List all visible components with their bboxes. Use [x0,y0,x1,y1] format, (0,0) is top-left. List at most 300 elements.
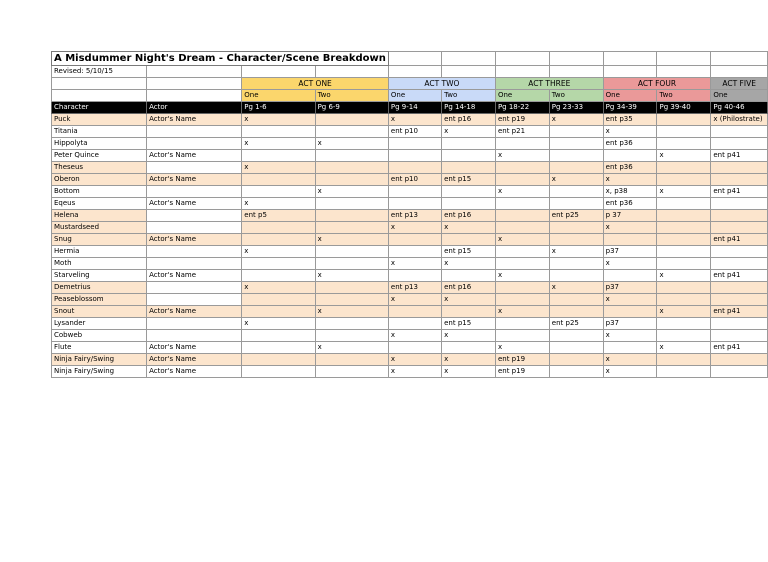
actor-name: Actor's Name [147,114,242,126]
scene-cell: x [603,330,657,342]
table-row [52,318,768,330]
scene-cell [657,162,711,174]
act-two-header: ACT TWO [388,78,495,90]
character-name: Demetrius [52,282,147,294]
scene-cell: x [315,306,388,318]
empty-cell [549,66,603,78]
table-row [52,342,768,354]
scene-cell [711,162,768,174]
scene-cell [657,294,711,306]
page-range-header: Pg 40-46 [711,102,768,114]
scene-cell [442,234,496,246]
scene-cell: x [657,306,711,318]
scene-cell: p37 [603,282,657,294]
scene-cell: x [603,294,657,306]
scene-cell [242,222,315,234]
actor-name: Actor's Name [147,366,242,378]
scene-cell: x [603,222,657,234]
scene-cell [315,114,388,126]
scene-cell: x [315,234,388,246]
table-row [52,210,768,222]
empty-cell [657,52,711,66]
table-row [52,330,768,342]
scene-cell [495,258,549,270]
scene-cell: x [442,366,496,378]
actor-name: Actor's Name [147,306,242,318]
actor-name: Actor's Name [147,198,242,210]
scene-cell [242,270,315,282]
scene-cell: ent p36 [603,138,657,150]
scene-cell [388,342,441,354]
scene-cell [315,174,388,186]
scene-cell: ent p16 [442,210,496,222]
scene-label: One [603,90,657,102]
scene-cell [711,138,768,150]
character-name: Peter Quince [52,150,147,162]
scene-cell [549,150,603,162]
scene-cell: ent p41 [711,342,768,354]
scene-cell [315,162,388,174]
scene-cell [442,198,496,210]
character-name: Titania [52,126,147,138]
empty-cell [603,66,657,78]
scene-cell [657,354,711,366]
scene-label: Two [442,90,496,102]
character-column-header: Character [52,102,147,114]
scene-cell [242,366,315,378]
actor-name: Actor's Name [147,342,242,354]
scene-cell [315,366,388,378]
scene-cell [549,366,603,378]
empty-cell [242,66,315,78]
scene-cell [657,126,711,138]
scene-cell [711,198,768,210]
scene-cell: ent p36 [603,198,657,210]
table-row [52,270,768,282]
scene-cell [495,282,549,294]
character-name: Starveling [52,270,147,282]
character-name: Hippolyta [52,138,147,150]
scene-cell [711,318,768,330]
sheet-title: A Misdummer Night's Dream - Character/Scene Breakdown [52,52,389,66]
actor-name [147,186,242,198]
scene-cell [603,306,657,318]
scene-cell [549,126,603,138]
character-name: Helena [52,210,147,222]
table-row [52,150,768,162]
scene-cell: x [603,126,657,138]
character-name: Moth [52,258,147,270]
scene-cell [549,138,603,150]
scene-cell: ent p41 [711,186,768,198]
character-name: Lysander [52,318,147,330]
act-five-header: ACT FIVE [711,78,768,90]
scene-cell [711,354,768,366]
scene-cell [657,258,711,270]
scene-cell: x [242,198,315,210]
scene-cell: ent p19 [495,354,549,366]
title-row [52,52,768,66]
page-range-header: Pg 9-14 [388,102,441,114]
actor-column-header: Actor [147,102,242,114]
scene-cell: p 37 [603,210,657,222]
scene-cell [315,282,388,294]
scene-cell: ent p19 [495,366,549,378]
empty-cell [711,52,768,66]
scene-cell [242,294,315,306]
scene-cell [388,246,441,258]
table-row [52,162,768,174]
scene-cell [549,330,603,342]
character-name: Peaseblossom [52,294,147,306]
scene-cell [315,318,388,330]
scene-cell [549,306,603,318]
scene-cell: ent p15 [442,246,496,258]
scene-cell: p37 [603,318,657,330]
table-row [52,258,768,270]
scene-label: Two [657,90,711,102]
scene-cell [442,150,496,162]
scene-cell [657,174,711,186]
scene-cell: x [315,138,388,150]
scene-cell [242,306,315,318]
page-range-header: Pg 18-22 [495,102,549,114]
table-row [52,114,768,126]
empty-cell [388,52,441,66]
scene-cell [495,318,549,330]
page-range-header: Pg 14-18 [442,102,496,114]
scene-cell [711,258,768,270]
character-name: Hermia [52,246,147,258]
table-row [52,366,768,378]
scene-cell: x [549,282,603,294]
scene-cell: x [657,186,711,198]
actor-name [147,330,242,342]
scene-cell: x [388,354,441,366]
empty-cell [495,52,549,66]
scene-cell [495,174,549,186]
scene-cell [315,258,388,270]
scene-cell: x [442,330,496,342]
column-header-row [52,102,768,114]
scene-cell: x [603,366,657,378]
scene-cell [657,234,711,246]
actor-name [147,162,242,174]
actor-name [147,138,242,150]
scene-cell [442,270,496,282]
table-row [52,246,768,258]
page-range-header: Pg 39-40 [657,102,711,114]
empty-cell [147,90,242,102]
scene-cell [603,234,657,246]
actor-name [147,282,242,294]
scene-cell: x [495,270,549,282]
act-three-header: ACT THREE [495,78,603,90]
scene-cell [242,186,315,198]
table-row [52,354,768,366]
scene-cell: ent p41 [711,234,768,246]
scene-cell [442,186,496,198]
scene-cell: x [242,114,315,126]
scene-cell: x [242,162,315,174]
scene-cell [711,294,768,306]
scene-cell [495,138,549,150]
table-row [52,282,768,294]
scene-cell: ent p10 [388,174,441,186]
empty-cell [711,66,768,78]
actor-name: Actor's Name [147,234,242,246]
scene-cell [657,222,711,234]
scene-cell [242,174,315,186]
page-range-header: Pg 34-39 [603,102,657,114]
scene-label: One [495,90,549,102]
character-name: Theseus [52,162,147,174]
table-row [52,198,768,210]
scene-cell [657,330,711,342]
scene-cell [242,330,315,342]
empty-cell [442,52,496,66]
scene-cell: ent p41 [711,306,768,318]
scene-cell [242,150,315,162]
actor-name [147,318,242,330]
scene-cell: x [388,114,441,126]
scene-cell [388,150,441,162]
scene-cell [657,114,711,126]
scene-cell: x [442,222,496,234]
scene-cell: x [657,270,711,282]
scene-label: One [388,90,441,102]
scene-cell [442,162,496,174]
scene-cell [495,246,549,258]
scene-cell [603,342,657,354]
scene-cell: ent p21 [495,126,549,138]
character-name: Ninja Fairy/Swing [52,354,147,366]
scene-cell: x [388,366,441,378]
scene-cell [603,270,657,282]
character-name: Puck [52,114,147,126]
scene-cell: ent p16 [442,282,496,294]
actor-name: Actor's Name [147,354,242,366]
scene-cell: x [549,114,603,126]
empty-cell [442,66,496,78]
scene-cell [388,198,441,210]
scene-cell [315,330,388,342]
character-name: Flute [52,342,147,354]
scene-cell: x [549,174,603,186]
actor-name [147,294,242,306]
scene-cell [657,138,711,150]
scene-cell: ent p5 [242,210,315,222]
scene-cell: x [442,258,496,270]
scene-cell [711,330,768,342]
scene-cell: ent p15 [442,318,496,330]
scene-cell: x [315,186,388,198]
scene-cell: x [388,294,441,306]
scene-cell [315,150,388,162]
scene-cell: x [442,294,496,306]
scene-cell [315,198,388,210]
empty-cell [549,52,603,66]
empty-cell [52,90,147,102]
actor-name [147,222,242,234]
scene-cell [711,174,768,186]
scene-cell: ent p19 [495,114,549,126]
scene-cell: x [549,246,603,258]
scene-cell [315,210,388,222]
character-name: Mustardseed [52,222,147,234]
scene-cell: x [657,342,711,354]
scene-cell [242,354,315,366]
empty-cell [495,66,549,78]
character-name: Cobweb [52,330,147,342]
actor-name [147,210,242,222]
scene-cell [711,366,768,378]
scene-cell: x [603,258,657,270]
scene-cell [549,294,603,306]
scene-row [52,90,768,102]
scene-cell [549,354,603,366]
scene-cell [657,210,711,222]
scene-cell: x [388,330,441,342]
actor-name [147,126,242,138]
scene-cell: x [495,234,549,246]
empty-cell [52,78,147,90]
scene-cell [315,246,388,258]
scene-cell [315,222,388,234]
scene-cell: ent p16 [442,114,496,126]
scene-cell [495,198,549,210]
scene-cell [711,210,768,222]
scene-cell: ent p41 [711,270,768,282]
scene-label: One [242,90,315,102]
scene-cell [388,138,441,150]
scene-cell: x, p38 [603,186,657,198]
act-one-header: ACT ONE [242,78,389,90]
scene-cell [603,150,657,162]
actor-name [147,246,242,258]
scene-cell: ent p41 [711,150,768,162]
empty-cell [147,66,242,78]
scene-cell: ent p35 [603,114,657,126]
empty-cell [388,66,441,78]
scene-cell [657,198,711,210]
scene-cell [388,306,441,318]
character-name: Oberon [52,174,147,186]
scene-cell [549,342,603,354]
character-name: Snout [52,306,147,318]
scene-label: One [711,90,768,102]
scene-cell: x [495,186,549,198]
actor-name [147,258,242,270]
act-row [52,78,768,90]
scene-cell [549,234,603,246]
scene-cell [495,210,549,222]
scene-cell [657,246,711,258]
character-name: Snug [52,234,147,246]
scene-cell [442,306,496,318]
character-name: Bottom [52,186,147,198]
scene-cell [495,330,549,342]
scene-cell [315,354,388,366]
act-four-header: ACT FOUR [603,78,711,90]
table-row [52,138,768,150]
scene-cell: x [442,126,496,138]
scene-cell: x [242,318,315,330]
scene-cell [549,222,603,234]
scene-cell [549,198,603,210]
character-name: Ninja Fairy/Swing [52,366,147,378]
scene-cell: ent p13 [388,210,441,222]
scene-cell [442,138,496,150]
scene-cell [388,270,441,282]
scene-cell: x [315,270,388,282]
page-range-header: Pg 23-33 [549,102,603,114]
table-row [52,294,768,306]
scene-cell: x [495,150,549,162]
breakdown-table [51,51,768,378]
scene-cell: ent p10 [388,126,441,138]
scene-cell: ent p25 [549,210,603,222]
revised-date: Revised: 5/10/15 [52,66,147,78]
scene-cell: x [603,354,657,366]
scene-cell [315,126,388,138]
scene-cell [242,342,315,354]
scene-cell: ent p13 [388,282,441,294]
scene-cell [242,234,315,246]
revised-row [52,66,768,78]
table-row [52,174,768,186]
scene-cell: x [388,222,441,234]
scene-cell [657,366,711,378]
scene-label: Two [315,90,388,102]
page-range-header: Pg 1-6 [242,102,315,114]
scene-cell [549,162,603,174]
scene-cell [657,282,711,294]
scene-cell: x [315,342,388,354]
scene-cell: x [603,174,657,186]
scene-cell [388,186,441,198]
scene-cell [711,222,768,234]
scene-cell [442,342,496,354]
scene-cell: x [242,282,315,294]
scene-cell [711,246,768,258]
scene-cell [711,282,768,294]
table-row [52,306,768,318]
actor-name: Actor's Name [147,174,242,186]
scene-cell [495,162,549,174]
empty-cell [147,78,242,90]
table-row [52,222,768,234]
scene-cell: p37 [603,246,657,258]
table-row [52,234,768,246]
scene-cell [495,222,549,234]
scene-cell: ent p36 [603,162,657,174]
empty-cell [603,52,657,66]
empty-cell [657,66,711,78]
scene-cell [549,258,603,270]
character-name: Eqeus [52,198,147,210]
scene-cell: x [657,150,711,162]
scene-cell [388,318,441,330]
scene-cell [549,186,603,198]
scene-cell [711,126,768,138]
scene-cell: x [495,306,549,318]
scene-cell [242,258,315,270]
scene-cell: x [242,246,315,258]
actor-name: Actor's Name [147,150,242,162]
scene-cell: ent p15 [442,174,496,186]
scene-cell: ent p25 [549,318,603,330]
